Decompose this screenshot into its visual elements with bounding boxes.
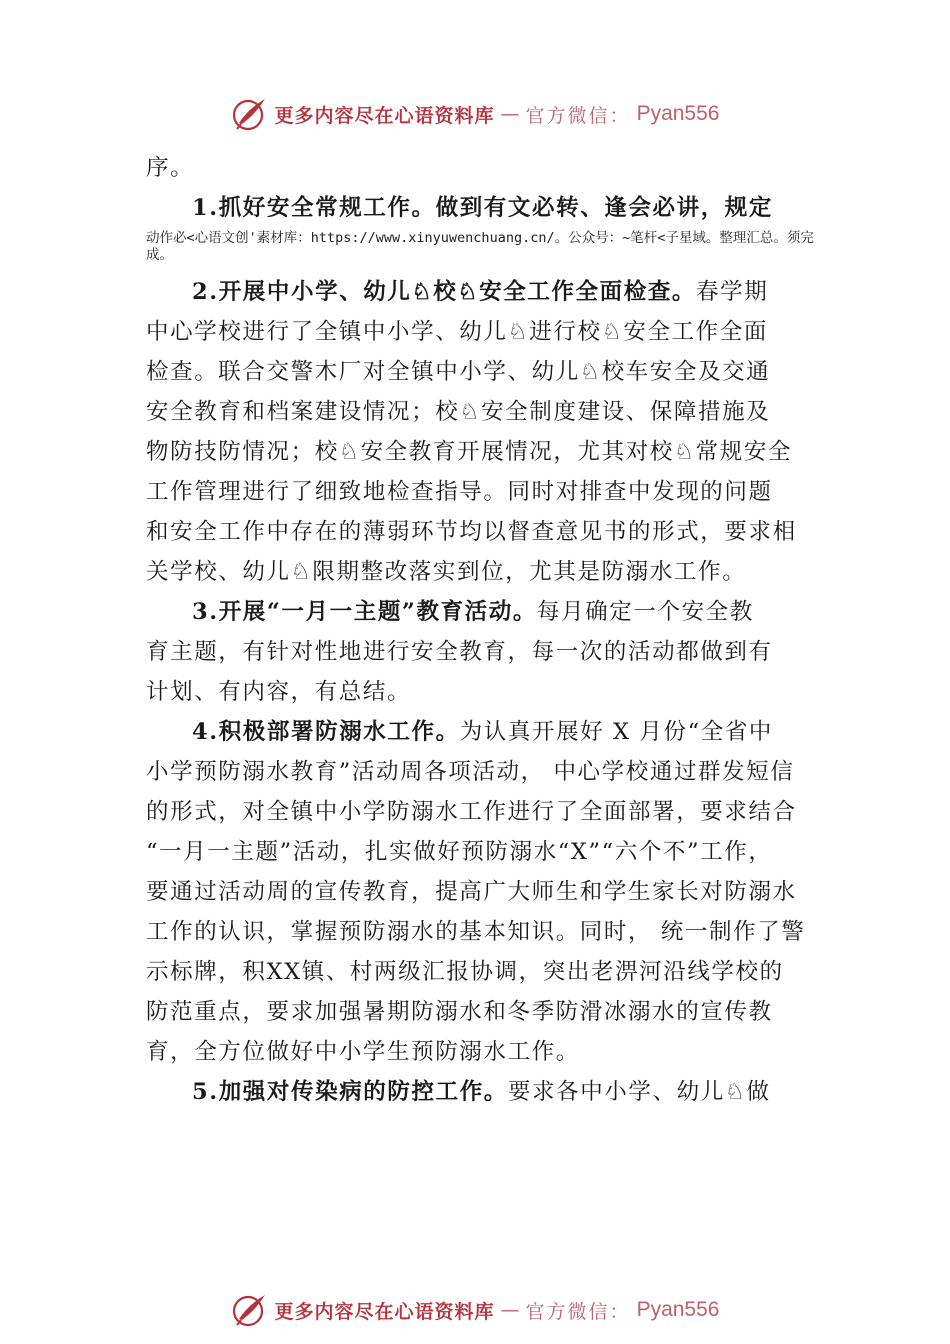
text-span: 要求各中小学、幼儿♘做 (507, 1079, 771, 1105)
text-span: 为认真开展好 X 月份“全省中 (459, 719, 774, 745)
text-line: 中心学校进行了全镇中小学、幼儿♘进行校♘安全工作全面 (146, 319, 768, 345)
section-heading-5: 5.加强对传染病的防控工作。 (192, 1079, 508, 1105)
text-span: 每月确定一个安全教 (536, 599, 754, 625)
quill-logo-icon (231, 96, 269, 132)
text-line: 关学校、幼儿♘限期整改落实到位，尤其是防溺水工作。 (146, 559, 747, 585)
text-line: 计划、有内容，有总结。 (146, 679, 412, 705)
brand-separator: — (500, 103, 520, 125)
text-line (146, 1072, 826, 1112)
text-line (146, 272, 826, 312)
footer-watermark (0, 1290, 950, 1330)
wechat-label: 官方微信： (525, 104, 631, 127)
wechat-id: Pyan556 (636, 102, 720, 125)
text-line: 防范重点，要求加强暑期防溺水和冬季防滑冰溺水的宣传教 (146, 999, 773, 1025)
text-line: 育，全方位做好中小学生预防溺水工作。 (146, 1039, 580, 1065)
text-line: 示标牌，积XX镇、村两级汇报协调，突出老淠河沿线学校的 (146, 959, 784, 985)
text-line: 序。 (146, 155, 195, 181)
text-line: 和安全工作中存在的薄弱环节均以督查意见书的形式，要求相 (146, 519, 797, 545)
wechat-id: Pyan556 (636, 1298, 720, 1321)
text-line: 物防技防情况；校♘安全教育开展情况，尤其对校♘常规安全 (146, 439, 793, 465)
brand-separator: — (500, 1299, 520, 1321)
text-line: “一月一主题”活动，扎实做好预防溺水“X”“六个不”工作， (146, 839, 773, 865)
section-heading-3: 3.开展“一月一主题”教育活动。 (192, 599, 537, 625)
text-line: 育主题，有针对性地进行安全教育，每一次的活动都做到有 (146, 639, 773, 665)
header-watermark (0, 94, 950, 134)
text-line (146, 592, 826, 632)
brand-text: 更多内容尽在心语资料库 (274, 104, 495, 127)
text-line: 检查。联合交警木厂对全镇中小学、幼儿♘校车安全及交通 (146, 359, 771, 385)
quill-logo-icon (231, 1292, 269, 1328)
section-heading-4: 4.积极部署防溺水工作。 (192, 719, 460, 745)
text-line: 小学预防溺水教育”活动周各项活动， 中心学校通过群发短信 (146, 759, 795, 785)
text-line: 工作的认识，掌握预防溺水的基本知识。同时， 统一制作了警 (146, 919, 806, 945)
text-span: 春学期 (696, 279, 769, 305)
text-line: 的形式，对全镇中小学防溺水工作进行了全面部署，要求结合 (146, 799, 797, 825)
section-heading-1: 1.抓好安全常规工作。做到有文必转、逢会必讲，规定 (192, 195, 773, 221)
embedded-note: 动作必<心语文创'素材库：https://www.xinyuwenchuang.cn/。公众号：~笔杆<子星域。整理汇总。须完成。 (146, 230, 814, 263)
section-heading-2: 2.开展中小学、幼儿♘校♘安全工作全面检查。 (192, 279, 697, 305)
text-line: 安全教育和档案建设情况；校♘安全制度建设、保障措施及 (146, 399, 771, 425)
text-line (146, 712, 826, 752)
document-body (146, 148, 826, 1112)
brand-text: 更多内容尽在心语资料库 (274, 1300, 495, 1323)
text-line: 要通过活动周的宣传教育，提高广大师生和学生家长对防溺水 (146, 879, 797, 905)
text-line: 工作管理进行了细致地检查指导。同时对排查中发现的问题 (146, 479, 773, 505)
wechat-label: 官方微信： (525, 1300, 631, 1323)
